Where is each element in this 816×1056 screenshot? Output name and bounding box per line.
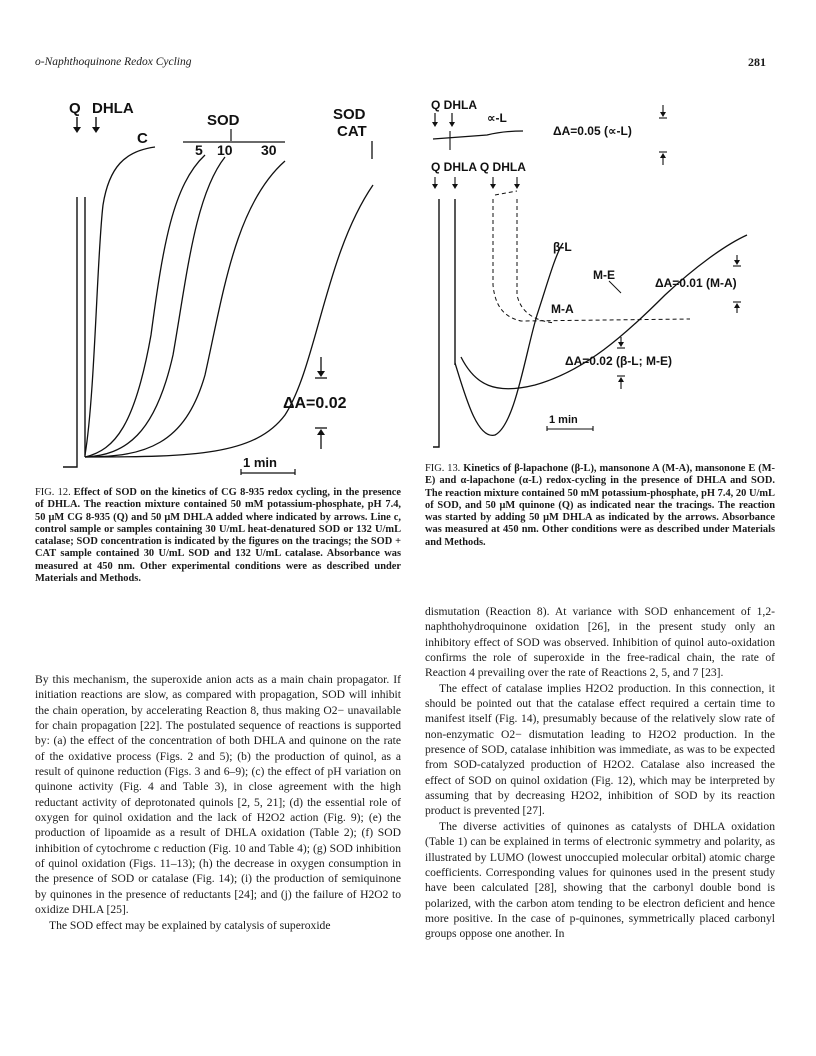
fig13-delta-ma: ΔA=0.01 (M-A) (655, 276, 737, 290)
fig12-arrow-dhla (92, 117, 100, 133)
fig13-label-m-a: M-A (551, 302, 574, 316)
fig13-caption (425, 463, 775, 549)
running-head: o-Naphthoquinone Redox Cycling (35, 56, 192, 68)
fig13-trace-beta-l (455, 243, 563, 435)
fig12-label-sod-cat-2: CAT (337, 123, 367, 140)
fig13-dash-top (495, 191, 517, 195)
fig13-trace-m-a-2 (517, 199, 555, 323)
fig13-label-q-dhla-top: Q DHLA (431, 98, 477, 112)
fig12-trace-sod-30 (85, 161, 285, 457)
right-paragraph-1: dismutation (Reaction 8). At variance with SOD enhancement of 1,2-naphthohydroquinone oxidation [26], in the present study only an inhibitory effect of SOD was observed. Inhibition of quinol auto-oxidation confirms the role of superoxide in the free-radical chain, the rate of Reaction 4 prevailing over the rate of Reactions 2, 5, and 7 [23]. (425, 605, 775, 680)
fig13-trace-m-a (493, 199, 690, 321)
fig13-label-beta-l: β-L (553, 240, 572, 254)
fig13-arrows-second (432, 177, 520, 189)
right-paragraph-2: The effect of catalase implies H2O2 production. In this connection, it should be pointed out that the catalase effect required a certain time to manifest itself (Fig. 14), presumably because of the relatively slow rate of non-enzymatic O2− dismutation leading to H2O2 production. In the presence of SOD, catalase inhibition was immediate, as was to be expected from SOD-catalyzed production of H2O2. Catalase also increased the effect of SOD on quinol oxidation (Fig. 12), which may be interpreted by assuming that by decreasing H2O2, inhibition of SOD by its reaction product is prevented [27]. (425, 681, 775, 818)
fig12-label-5: 5 (195, 142, 203, 158)
fig13-delta-ble: ΔA=0.02 (β-L; M-E) (565, 354, 672, 368)
fig13-label-m-e: M-E (593, 268, 615, 282)
fig12-caption-label: FIG. 12. (35, 487, 71, 498)
fig13-caption-label: FIG. 13. (425, 463, 461, 474)
fig12-trace-sod-5 (85, 155, 205, 457)
fig12-label-c: C (137, 130, 148, 147)
fig13-axis (433, 199, 439, 447)
page-number: 281 (748, 55, 766, 69)
fig13-delta-alpha-marker (659, 105, 667, 165)
left-paragraph-1: By this mechanism, the superoxide anion acts as a main chain propagator. If initiation reactions are slow, as compared with propagation, SOD will inhibit the chain operation, by accelerating Reaction 8, thus making O2− unavailable for chain propagation [22]. The postulated sequence of reactions is supported by: (a) the effect of the concentration of both DHLA and quinone on the rate of the oxidative process (Figs. 2 and 5); (b) the production of quinol, as a result of quinone reduction (Figs. 3 and 6–9); (c) the effect of pH variation on quinone activity (Fig. 4 and Table 3), in close agreement with the high reductant activity of deprotonated quinols [2, 5, 21]; (d) the essential role of oxygen for quinol oxidation and the lack of H2O2 action (Fig. 9); (e) the production of lipoamide as a result of DHLA oxidation (Table 2); (f) SOD inhibition of cytochrome c reduction (Fig. 10 and Table 4); (g) SOD inhibition of quinol oxidation (Figs. 11–13); (h) the decrease in oxygen consumption in the presence of SOD or catalase (Fig. 14); (i) the production of semiquinone by quinones in the presence of reductants [24]; and (j) the failure of H2O2 to oxidize DHLA [25]. (35, 673, 401, 917)
left-paragraph-2: The SOD effect may be explained by catalysis of superoxide (49, 918, 331, 932)
fig12-time-scale: 1 min (243, 455, 277, 470)
fig12-axis (63, 197, 77, 467)
fig13-delta-alpha: ΔA=0.05 (∝-L) (553, 124, 632, 138)
fig12-label-q: Q (69, 100, 81, 117)
fig12-label-dhla: DHLA (92, 100, 134, 117)
figure-12 (55, 95, 400, 485)
fig12-label-30: 30 (261, 142, 277, 158)
fig12-caption-text: Effect of SOD on the kinetics of CG 8-935 redox cycling, in the presence of DHLA. The reaction mixture contained 50 mM potassium-phosphate, pH 7.4, 50 μM CG 8-935 (Q) and 50 μM DHLA added where indicated by arrows. Line c, control sample or samples containing 30 U/mL heat-denatured SOD or 132 U/mL catalase; SOD concentration is indicated by the figures on the tracings; the SOD + CAT sample contained 30 U/mL SOD and 132 U/mL catalase. Absorbance was measured at 450 nm. Other experimental conditions were as described under Materials and Methods. (35, 487, 401, 585)
right-paragraph-3: The diverse activities of quinones as catalysts of DHLA oxidation (Table 1) can be explained in terms of electronic symmetry and polarity, as illustrated by LUMO (lowest unoccupied molecular orbital) atomic charge coefficients. Corresponding values for quinones used in the present study have been calculated [28], showing that the carbonyl double bond is polarized, with the carbon atom tending to be electron deficient and hence more positive. In the case of p-quinones, symmetrically placed carbonyl groups oppose one another. In (425, 819, 775, 941)
left-column (35, 672, 401, 933)
fig12-caption (35, 487, 401, 585)
fig13-label-alpha-l: ∝-L (487, 111, 507, 125)
fig13-time-scale: 1 min (549, 414, 578, 426)
fig12-label-sod: SOD (207, 112, 240, 129)
fig13-trace-alpha-l (433, 131, 523, 139)
fig12-trace-control (85, 147, 155, 455)
fig12-label-sod-cat-1: SOD (333, 106, 366, 123)
fig13-caption-text: Kinetics of β-lapachone (β-L), mansonone A (M-A), mansonone E (M-E) and α-lapachone (α-L) redox-cycling in the presence of DHLA and SOD. The reaction mixture contained 50 mM potassium-phosphate, pH 7.4, 20 U/mL of SOD, and 50 μM quinone (Q) as indicated near the tracings. The reaction was started by adding 50 μM DHLA as indicated by the arrows. Absorbance was measured at 450 nm. Other conditions were as described under Materials and Methods. (425, 463, 775, 548)
fig12-delta-a: ΔA=0.02 (283, 395, 347, 412)
right-column (425, 604, 775, 942)
fig13-label-q-dhla-q-dhla: Q DHLA Q DHLA (431, 160, 526, 174)
figure-13 (425, 95, 775, 460)
fig12-label-10: 10 (217, 142, 233, 158)
fig12-arrow-q (73, 117, 81, 133)
